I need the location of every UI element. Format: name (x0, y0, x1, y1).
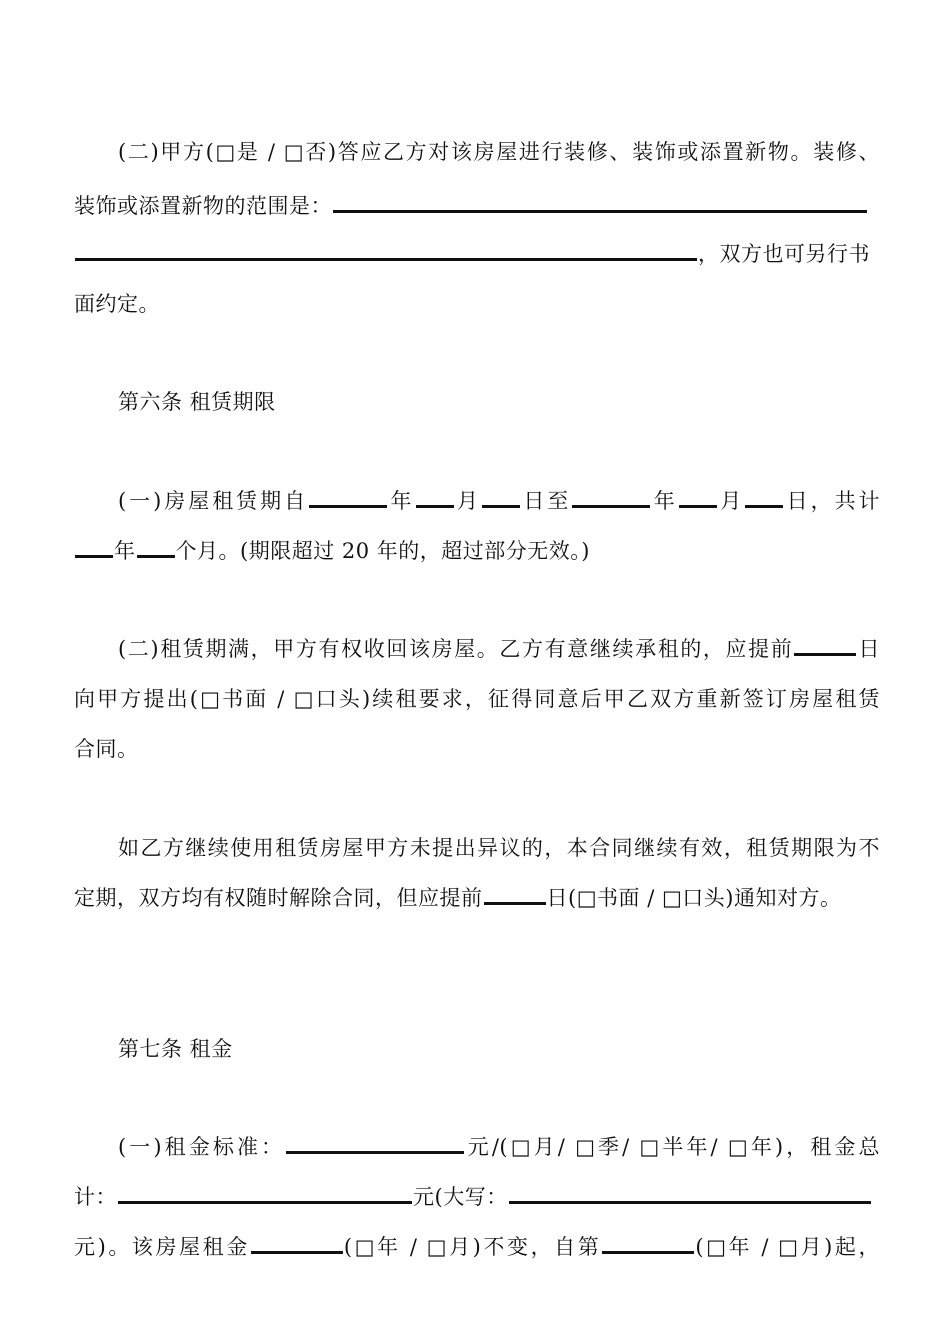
decoration-clause-tail: ，双方也可另行书 (698, 242, 870, 266)
rent-uppercase-label: 元(大写： (413, 1185, 508, 1209)
article-7-heading (118, 1035, 880, 1063)
article-6-heading (118, 388, 880, 416)
decoration-clause-line-4 (74, 290, 880, 318)
rent-period-options: 元/(□月/ □季/ □半年/ □年)，租金总 (465, 1135, 880, 1159)
day-to-unit: 日至 (520, 489, 572, 513)
decoration-clause-line-2 (74, 192, 880, 220)
start-day-blank[interactable] (482, 487, 520, 508)
indefinite-term-text: 如乙方继续使用租赁房屋甲方未提出异议的，本合同继续有效，租赁期限为不 (118, 836, 880, 860)
rent-line-3 (74, 1233, 880, 1261)
rent-fixed-unit: (□年 / □月)不变，自第 (343, 1235, 602, 1259)
rent-total-label: 计： (74, 1185, 117, 1209)
rent-standard-blank[interactable] (286, 1133, 464, 1154)
total-label: 日，共计 (784, 489, 881, 513)
article-6-title: 第六条 租赁期限 (118, 390, 276, 414)
month-unit: 月 (454, 489, 481, 513)
term-limit-note: 个月。(期限超过 20 年的，超过部分无效。) (175, 539, 590, 563)
indefinite-term-line-2 (74, 884, 880, 912)
month-unit: 月 (717, 489, 745, 513)
renewal-text-end: 合同。 (74, 737, 139, 761)
renewal-text: (二)租赁期满，甲方有权收回该房屋。乙方有意继续承租的，应提前 (118, 637, 794, 661)
rent-adjust-unit: (□年 / □月)起， (695, 1235, 880, 1259)
total-months-blank[interactable] (137, 537, 175, 558)
lease-term-label: (一)房屋租赁期自 (118, 489, 309, 513)
notice-method-text: 日(□书面 / □口头)通知对方。 (546, 886, 842, 910)
total-years-blank[interactable] (75, 537, 113, 558)
renewal-line-2 (74, 685, 880, 713)
start-year-blank[interactable] (309, 487, 387, 508)
rent-fixed-label: 元)。该房屋租金 (74, 1235, 250, 1259)
lease-term-line-1 (118, 487, 880, 515)
renewal-line-1 (118, 635, 880, 663)
termination-text: 定期，双方均有权随时解除合同，但应提前 (74, 886, 483, 910)
decoration-clause-line-3 (74, 240, 880, 268)
end-month-blank[interactable] (679, 487, 717, 508)
year-unit: 年 (388, 489, 415, 513)
decoration-clause-text: (二)甲方(□是 / □否)答应乙方对该房屋进行装修、装饰或添置新物。装修、 (118, 140, 880, 164)
rent-total-blank[interactable] (118, 1183, 412, 1204)
start-month-blank[interactable] (416, 487, 454, 508)
decoration-scope-blank-2[interactable] (75, 240, 697, 261)
year-unit: 年 (114, 539, 136, 563)
decoration-scope-label: 装饰或添置新物的范围是： (74, 194, 332, 218)
rent-standard-label: (一)租金标准： (118, 1135, 286, 1159)
rent-fixed-period-blank[interactable] (251, 1233, 343, 1254)
indefinite-term-line-1 (118, 834, 880, 862)
renewal-request-text: 向甲方提出(□书面 / □口头)续租要求，征得同意后甲乙双方重新签订房屋租赁 (74, 687, 880, 711)
decoration-clause-line-1 (118, 138, 880, 166)
decoration-scope-blank-1[interactable] (333, 192, 867, 213)
end-year-blank[interactable] (572, 487, 650, 508)
lease-term-line-2 (74, 537, 880, 565)
rent-uppercase-blank[interactable] (509, 1183, 871, 1204)
rent-line-2 (74, 1183, 880, 1211)
end-day-blank[interactable] (745, 487, 783, 508)
decoration-clause-end: 面约定。 (74, 292, 160, 316)
renewal-notice-days-blank[interactable] (794, 635, 856, 656)
renewal-line-3 (74, 735, 880, 763)
article-7-title: 第七条 租金 (118, 1037, 233, 1061)
day-unit: 日 (857, 637, 881, 661)
year-unit: 年 (651, 489, 678, 513)
rent-line-1 (118, 1133, 880, 1161)
termination-notice-days-blank[interactable] (484, 884, 546, 905)
rent-adjust-start-blank[interactable] (602, 1233, 694, 1254)
